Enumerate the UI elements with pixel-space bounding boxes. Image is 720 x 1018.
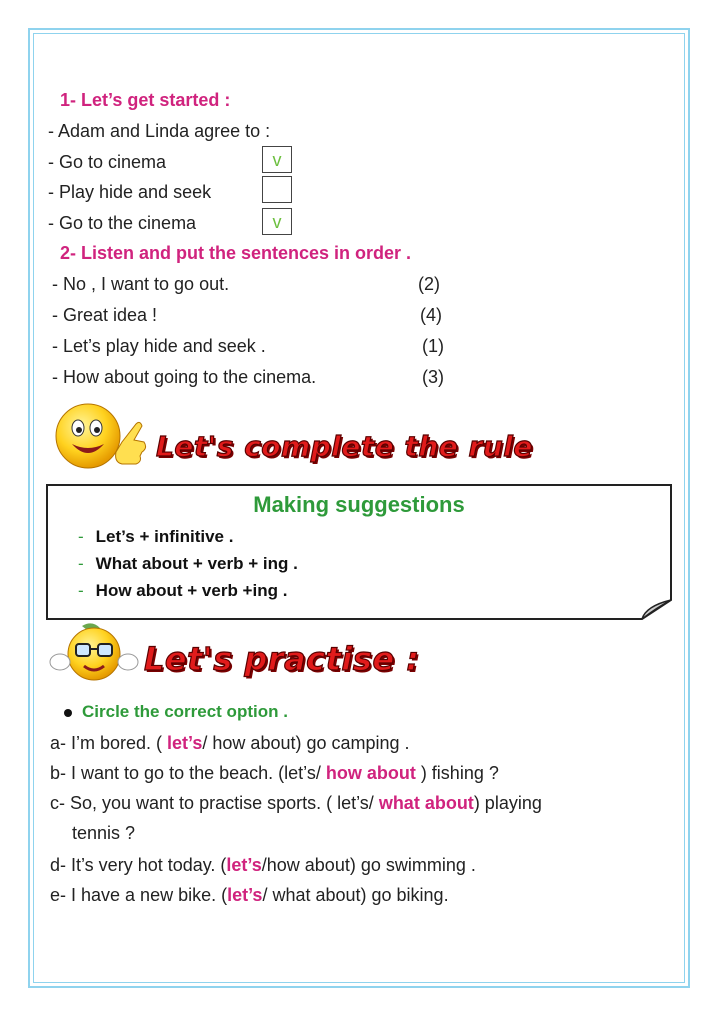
rule-item: [78, 581, 287, 601]
item-text: / what about) go biking.: [262, 885, 449, 905]
banner-practise: Let's practise :: [144, 640, 420, 678]
order-item: - Great idea !: [52, 305, 158, 325]
item-text: ) fishing ?: [415, 763, 499, 783]
section2-heading: 2- Listen and put the sentences in order .: [60, 243, 412, 263]
circled-answer[interactable]: how about: [325, 763, 416, 783]
checkbox[interactable]: [262, 176, 292, 203]
instruction: [64, 702, 288, 722]
section1-heading: 1- Let’s get started :: [60, 90, 231, 110]
rule-dash: -: [78, 581, 84, 600]
item-text: d- It’s very hot today. (: [50, 855, 227, 875]
option-text: - Go to cinema: [48, 152, 167, 172]
practise-item-c: [50, 793, 542, 814]
item-text: /how about) go swimming .: [261, 855, 476, 875]
item-text: c- So, you want to practise sports. ( let’s/: [50, 793, 379, 813]
checkbox[interactable]: v: [262, 208, 292, 235]
practise-item-c-continuation: tennis ?: [72, 823, 136, 843]
item-text: b- I want to go to the beach. (let’s/: [50, 763, 326, 783]
order-number: (4): [420, 305, 442, 325]
item-text: a- I’m bored. (: [50, 733, 168, 753]
rule-dash: -: [78, 527, 84, 546]
circled-answer[interactable]: what about: [378, 793, 474, 813]
order-number: (2): [418, 274, 440, 294]
section1-intro: - Adam and Linda agree to :: [48, 121, 271, 141]
order-item: - How about going to the cinema.: [52, 367, 317, 387]
item-text: / how about) go camping .: [202, 733, 410, 753]
practise-item-d: [50, 855, 476, 876]
bullet-icon: [64, 709, 72, 717]
item-text: e- I have a new bike. (: [50, 885, 228, 905]
option-text: - Go to the cinema: [48, 213, 197, 233]
circled-answer[interactable]: let’s: [226, 855, 262, 875]
rule-dash: -: [78, 554, 84, 573]
order-number: (3): [422, 367, 444, 387]
rule-text: Let’s + infinitive .: [95, 527, 234, 546]
item-text: ) playing: [473, 793, 542, 813]
rule-title: Making suggestions: [253, 492, 465, 517]
banner-complete-rule: Let's complete the rule: [156, 430, 533, 463]
order-item: - Let’s play hide and seek .: [52, 336, 266, 356]
rule-text: How about + verb +ing .: [95, 581, 288, 600]
practise-item-b: [50, 763, 499, 784]
circled-answer[interactable]: let’s: [227, 885, 263, 905]
practise-item-e: [50, 885, 449, 906]
practise-item-a: [50, 733, 410, 754]
smiley-glasses-icon: [48, 622, 140, 684]
smiley-pointing-icon: [52, 402, 150, 474]
instruction-text: Circle the correct option .: [82, 702, 288, 721]
order-number: (1): [422, 336, 444, 356]
rule-box: [46, 484, 672, 620]
rule-item: [78, 527, 233, 547]
circled-answer[interactable]: let’s: [167, 733, 203, 753]
rule-text: What about + verb + ing .: [95, 554, 298, 573]
option-text: - Play hide and seek: [48, 182, 212, 202]
order-item: - No , I want to go out.: [52, 274, 230, 294]
checkbox[interactable]: v: [262, 146, 292, 173]
rule-item: [78, 554, 298, 574]
